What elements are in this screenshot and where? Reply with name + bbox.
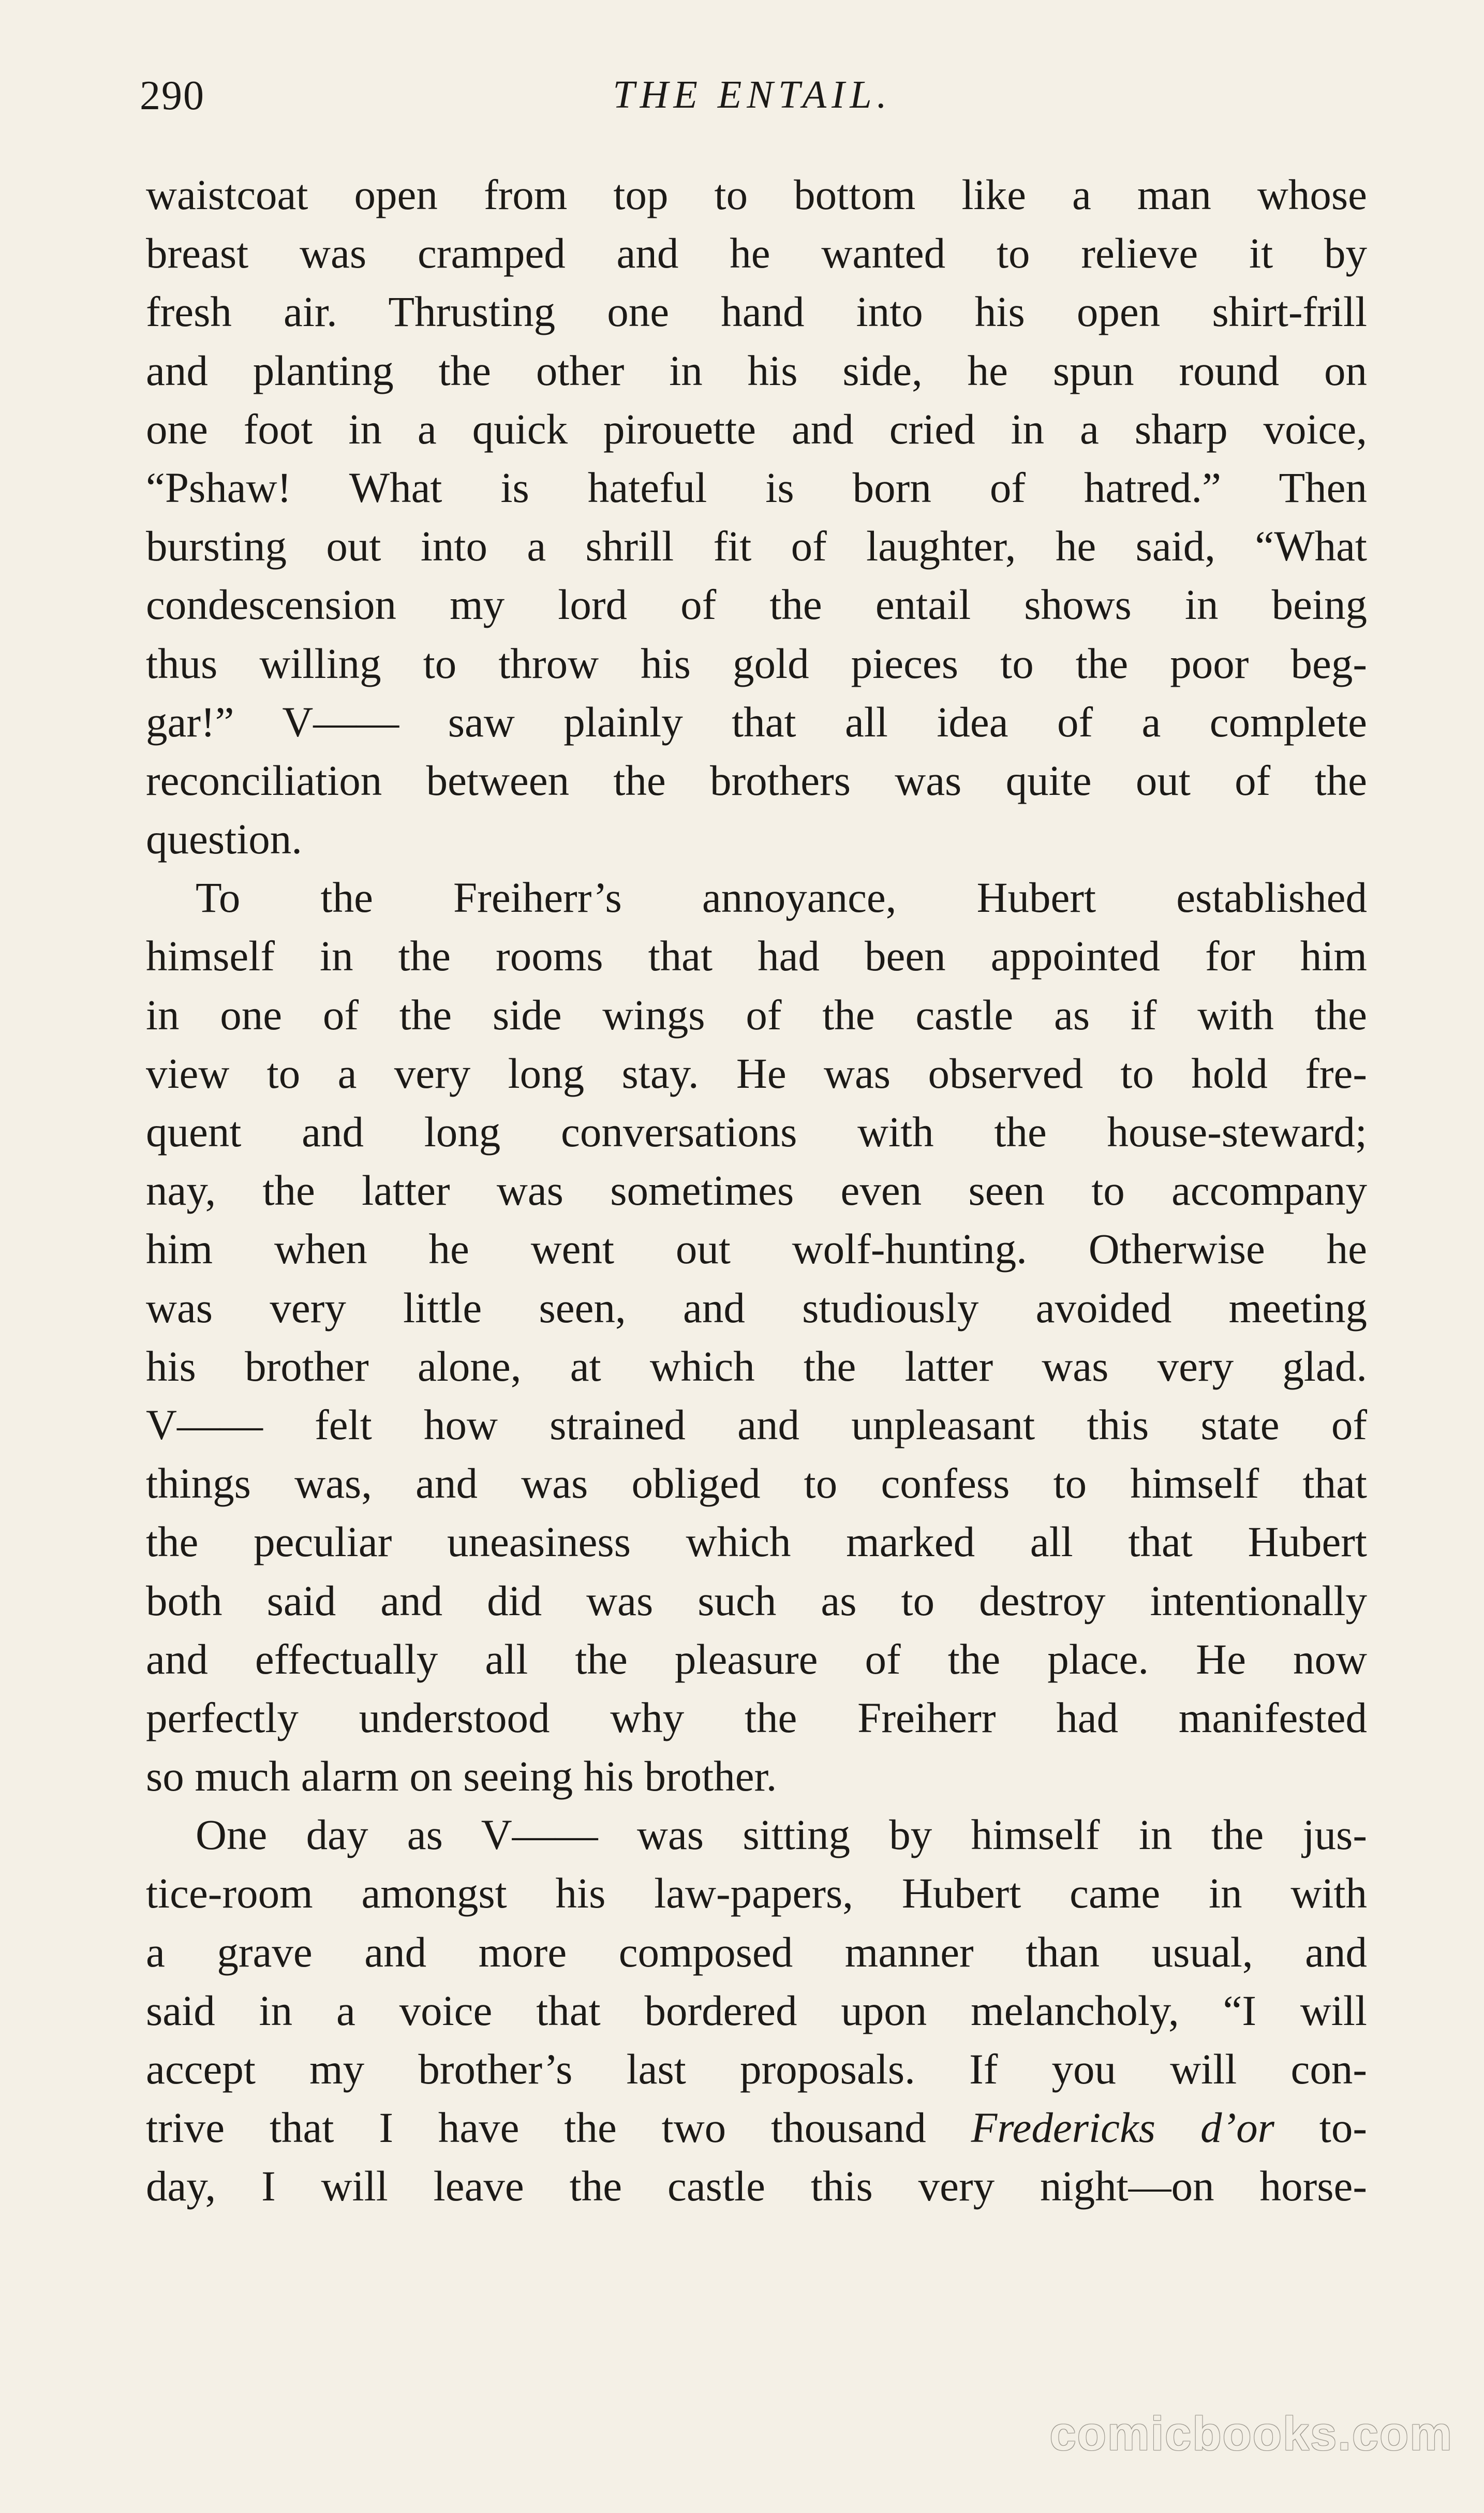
line-segment: trive that I have the two thousand [146,2104,971,2152]
paragraph-end-line: question. [146,815,303,863]
text-line: a grave and more composed manner than usual, and [146,1928,1367,1976]
text-line: said in a voice that bordered upon melancholy, “I will [146,1986,1367,2034]
page-number: 290 [140,73,205,119]
text-line: was very little seen, and studiously avoided meeting [146,1283,1367,1332]
paragraph-start-line: To the Freiherr’s annoyance, Hubert established [196,874,1367,922]
site-watermark: comicbooks.com [1049,2407,1453,2460]
text-line: things was, and was obliged to confess to himself that [146,1459,1367,1507]
text-line: himself in the rooms that had been appointed for him [146,932,1367,980]
text-line: accept my brother’s last proposals. If you will con- [146,2045,1367,2093]
text-line: breast was cramped and he wanted to relieve it by [146,229,1367,277]
text-line: gar!” V—— saw plainly that all idea of a complete [146,698,1367,746]
text-line: waistcoat open from top to bottom like a man whose [146,171,1367,218]
line-segment: to- [1274,2104,1367,2152]
paragraph-end-line: so much alarm on seeing his brother. [146,1752,777,1800]
page-header [140,72,1365,129]
text-line: fresh air. Thrusting one hand into his open shirt-frill [146,288,1367,336]
text-line: perfectly understood why the Freiherr had manifested [146,1693,1367,1741]
text-line: reconciliation between the brothers was quite out of the [146,756,1367,804]
text-line: thus willing to throw his gold pieces to the poor beg- [146,639,1367,687]
text-line: one foot in a quick pirouette and cried in a sharp voice, [146,405,1367,453]
text-line: bursting out into a shrill fit of laughter, he said, “What [146,522,1367,570]
text-line: the peculiar uneasiness which marked all that Hubert [146,1518,1367,1566]
text-line: in one of the side wings of the castle as if with the [146,991,1367,1039]
text-line: condescension my lord of the entail shows in being [146,581,1367,629]
paragraph-start-line: One day as V—— was sitting by himself in the jus- [196,1811,1367,1859]
text-line: and planting the other in his side, he spun round on [146,346,1367,394]
text-line: his brother alone, at which the latter was very glad. [146,1342,1367,1390]
text-line: and effectually all the pleasure of the place. He now [146,1635,1367,1683]
text-line: tice-room amongst his law-papers, Hubert came in with [146,1869,1367,1917]
text-line: quent and long conversations with the house-steward; [146,1108,1367,1156]
text-line: both said and did was such as to destroy intentionally [146,1576,1367,1624]
italic-currency-term: Fredericks d’or [971,2104,1274,2152]
text-line: nay, the latter was sometimes even seen to accompany [146,1166,1367,1215]
body-text [146,166,1367,2216]
text-line: V—— felt how strained and unpleasant this state of [146,1400,1367,1448]
text-line: “Pshaw! What is hateful is born of hatred.” Then [146,463,1367,511]
text-line: him when he went out wolf-hunting. Otherwise he [146,1225,1367,1273]
text-line-with-italic [146,2098,1367,2157]
text-line: day, I will leave the castle this very night—on horse- [146,2162,1367,2210]
running-title: THE ENTAIL. [613,73,892,116]
text-line: view to a very long stay. He was observed to hold fre- [146,1049,1367,1097]
